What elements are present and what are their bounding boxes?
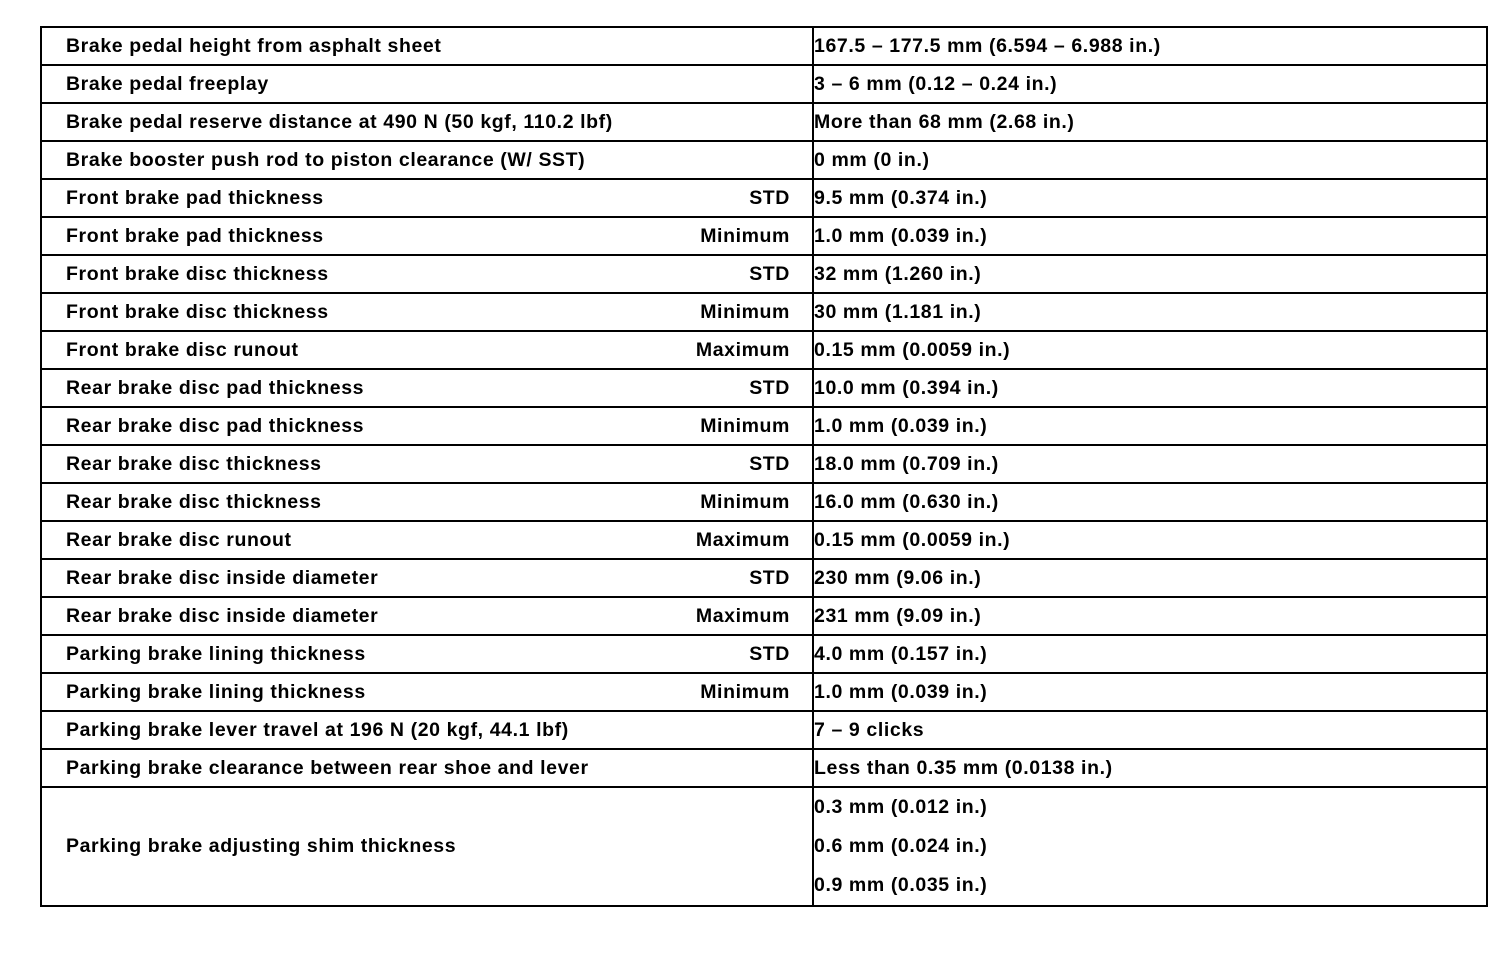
item-label: Rear brake disc pad thickness — [66, 376, 365, 399]
table-row — [41, 445, 1487, 483]
value-cell: 1.0 mm (0.039 in.) — [813, 217, 1487, 255]
value-cell: 10.0 mm (0.394 in.) — [813, 369, 1487, 407]
table-row — [41, 521, 1487, 559]
condition-label: Maximum — [695, 604, 790, 627]
item-cell-content — [42, 263, 812, 286]
item-label: Front brake pad thickness — [66, 224, 324, 247]
value-cell: 0 mm (0 in.) — [813, 141, 1487, 179]
item-cell — [41, 711, 813, 749]
shim-value: 0.6 mm (0.024 in.) — [814, 835, 988, 857]
condition-label: STD — [749, 262, 790, 285]
table-row — [41, 103, 1487, 141]
condition-label: Maximum — [695, 338, 790, 361]
condition-label: STD — [749, 376, 790, 399]
value-cell: 167.5 – 177.5 mm (6.594 – 6.988 in.) — [813, 27, 1487, 65]
value-cell: 16.0 mm (0.630 in.) — [813, 483, 1487, 521]
item-label: Front brake disc runout — [66, 338, 299, 361]
table-row — [41, 217, 1487, 255]
value-cell: 3 – 6 mm (0.12 – 0.24 in.) — [813, 65, 1487, 103]
table-row — [41, 749, 1487, 787]
item-label: Rear brake disc inside diameter — [66, 604, 379, 627]
table-row — [41, 673, 1487, 711]
item-cell — [41, 369, 813, 407]
item-label: Parking brake lining thickness — [66, 680, 366, 703]
value-cell: 230 mm (9.06 in.) — [813, 559, 1487, 597]
item-cell — [41, 635, 813, 673]
item-cell-content — [42, 339, 812, 362]
item-label: Brake booster push rod to piston clearance (W/ SST) — [66, 148, 586, 171]
item-cell — [41, 255, 813, 293]
condition-label: STD — [749, 186, 790, 209]
item-label: Parking brake adjusting shim thickness — [66, 835, 457, 857]
value-cell: 30 mm (1.181 in.) — [813, 293, 1487, 331]
shim-value: 0.3 mm (0.012 in.) — [814, 796, 988, 818]
item-cell-content — [42, 187, 812, 210]
table-row — [41, 331, 1487, 369]
condition-label: STD — [749, 642, 790, 665]
item-cell-content — [42, 73, 812, 96]
item-label: Rear brake disc thickness — [66, 452, 322, 475]
item-cell-content — [42, 681, 812, 704]
table-row — [41, 711, 1487, 749]
item-cell-content — [42, 529, 812, 552]
item-cell — [41, 103, 813, 141]
shim-value: 0.9 mm (0.035 in.) — [814, 874, 988, 896]
item-label: Front brake disc thickness — [66, 262, 329, 285]
item-cell — [41, 179, 813, 217]
item-cell — [41, 597, 813, 635]
value-cell: Less than 0.35 mm (0.0138 in.) — [813, 749, 1487, 787]
item-cell — [41, 445, 813, 483]
table-row — [41, 635, 1487, 673]
condition-label: Minimum — [700, 680, 790, 703]
table-row — [41, 293, 1487, 331]
item-cell — [41, 27, 813, 65]
condition-label: Minimum — [700, 300, 790, 323]
table-row — [41, 597, 1487, 635]
item-label: Front brake disc thickness — [66, 300, 329, 323]
value-cell: 1.0 mm (0.039 in.) — [813, 673, 1487, 711]
brake-specification-table — [40, 26, 1488, 907]
item-cell-content — [42, 643, 812, 666]
item-cell-content — [42, 111, 812, 134]
value-cell: 1.0 mm (0.039 in.) — [813, 407, 1487, 445]
item-cell-content — [42, 605, 812, 628]
item-cell-content — [42, 301, 812, 324]
item-cell — [41, 787, 813, 906]
value-cell: 231 mm (9.09 in.) — [813, 597, 1487, 635]
item-cell — [41, 521, 813, 559]
item-cell-content — [42, 719, 812, 742]
item-cell — [41, 483, 813, 521]
table-row — [41, 369, 1487, 407]
condition-label: STD — [749, 566, 790, 589]
condition-label: Minimum — [700, 490, 790, 513]
item-label: Rear brake disc pad thickness — [66, 414, 365, 437]
table-row-shim-thickness — [41, 787, 1487, 906]
item-label: Parking brake lever travel at 196 N (20 kgf, 44.1 lbf) — [66, 718, 569, 741]
item-label: Brake pedal height from asphalt sheet — [66, 34, 442, 57]
item-label: Brake pedal reserve distance at 490 N (50 kgf, 110.2 lbf) — [66, 110, 613, 133]
condition-label: STD — [749, 452, 790, 475]
item-cell — [41, 293, 813, 331]
item-cell-content — [42, 377, 812, 400]
item-cell — [41, 141, 813, 179]
item-cell — [41, 65, 813, 103]
table-row — [41, 559, 1487, 597]
value-cell: 18.0 mm (0.709 in.) — [813, 445, 1487, 483]
item-label: Parking brake clearance between rear shoe and lever — [66, 756, 589, 779]
item-cell-content — [42, 225, 812, 248]
item-cell-content — [42, 35, 812, 58]
table-row — [41, 483, 1487, 521]
item-cell-content — [42, 491, 812, 514]
item-cell — [41, 673, 813, 711]
item-cell-content — [42, 149, 812, 172]
item-cell-content — [42, 415, 812, 438]
item-label: Rear brake disc inside diameter — [66, 566, 379, 589]
spec-table-body — [41, 27, 1487, 787]
value-cell — [813, 787, 1487, 906]
item-cell — [41, 407, 813, 445]
table-row — [41, 141, 1487, 179]
value-cell: 32 mm (1.260 in.) — [813, 255, 1487, 293]
table-row — [41, 179, 1487, 217]
item-cell-content — [42, 757, 812, 780]
condition-label: Minimum — [700, 414, 790, 437]
item-label: Parking brake lining thickness — [66, 642, 366, 665]
value-cell: More than 68 mm (2.68 in.) — [813, 103, 1487, 141]
item-label: Rear brake disc runout — [66, 528, 292, 551]
item-label: Rear brake disc thickness — [66, 490, 322, 513]
item-label: Brake pedal freeplay — [66, 72, 269, 95]
item-cell — [41, 749, 813, 787]
table-row — [41, 407, 1487, 445]
condition-label: Maximum — [695, 528, 790, 551]
item-cell — [41, 559, 813, 597]
table-row — [41, 65, 1487, 103]
item-cell — [41, 217, 813, 255]
table-row — [41, 27, 1487, 65]
item-cell — [41, 331, 813, 369]
item-cell-content — [42, 567, 812, 590]
value-cell: 4.0 mm (0.157 in.) — [813, 635, 1487, 673]
table-row — [41, 255, 1487, 293]
value-cell: 7 – 9 clicks — [813, 711, 1487, 749]
value-cell: 9.5 mm (0.374 in.) — [813, 179, 1487, 217]
value-cell: 0.15 mm (0.0059 in.) — [813, 521, 1487, 559]
item-cell-content — [42, 835, 812, 858]
item-label: Front brake pad thickness — [66, 186, 324, 209]
item-cell-content — [42, 453, 812, 476]
value-cell: 0.15 mm (0.0059 in.) — [813, 331, 1487, 369]
condition-label: Minimum — [700, 224, 790, 247]
